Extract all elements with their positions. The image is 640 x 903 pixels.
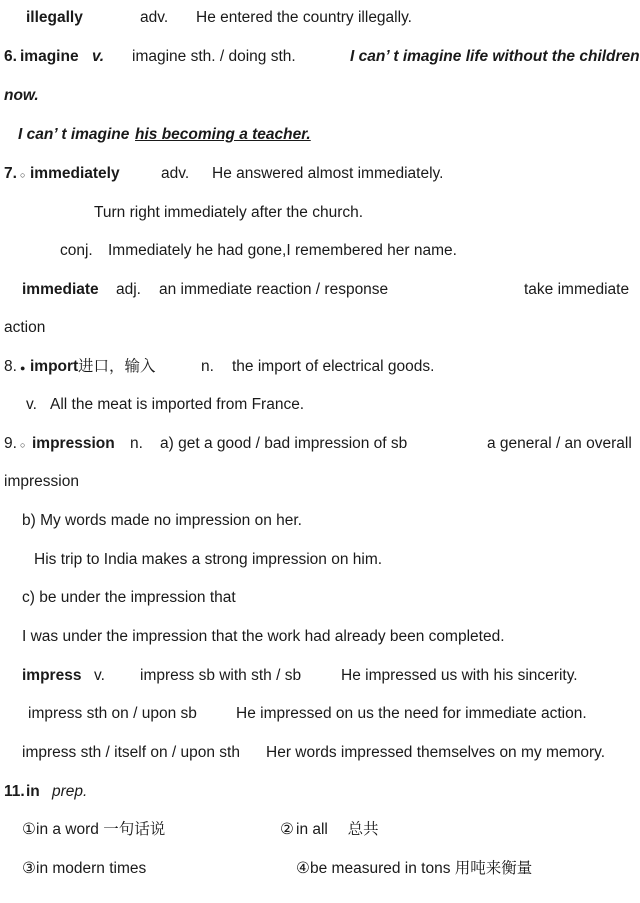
text-line [0, 629, 640, 651]
text-line [0, 668, 640, 690]
text-line [0, 166, 640, 188]
text-segment: Immediately he had gone,I remembered her name. [108, 242, 457, 259]
text-line [0, 784, 640, 806]
text-segment: ② [280, 821, 294, 838]
text-line [0, 513, 640, 535]
text-segment: in [26, 783, 40, 800]
text-segment: illegally [26, 9, 83, 26]
text-segment: in modern times [36, 860, 147, 877]
text-line [0, 706, 640, 728]
text-segment: a general / an overall [487, 435, 632, 452]
text-segment: impress sth on / upon sb [28, 705, 197, 722]
text-segment: adv. [140, 9, 169, 26]
text-line [0, 822, 640, 844]
text-segment: He impressed on us the need for immediate action. [236, 705, 587, 722]
text-segment: v. [94, 667, 105, 684]
text-segment: imagine sth. / doing sth. [132, 48, 296, 65]
text-segment: 11. [4, 783, 25, 800]
text-segment: impression [32, 435, 115, 452]
text-segment: impress [22, 667, 82, 684]
text-segment: His trip to India makes a strong impression on him. [34, 551, 383, 568]
text-segment: He entered the country illegally. [196, 9, 412, 26]
text-segment: immediate [22, 281, 99, 298]
text-segment: 9. [4, 435, 17, 452]
text-line [0, 127, 640, 149]
text-segment: ● [20, 363, 26, 373]
text-segment: v. [26, 396, 37, 413]
text-segment: a) get a good / bad impression of sb [160, 435, 408, 452]
text-segment: Her words impressed themselves on my memory. [266, 744, 606, 761]
text-segment: 7. [4, 165, 17, 182]
text-segment: n. [130, 435, 143, 452]
text-line [0, 397, 640, 419]
text-line [0, 320, 640, 342]
text-segment: ① [22, 821, 36, 838]
text-line [0, 745, 640, 767]
text-segment: take immediate [524, 281, 630, 298]
text-line [0, 861, 640, 883]
text-segment: ③ [22, 860, 36, 877]
text-segment: ○ [20, 170, 26, 180]
text-segment: 6. [4, 48, 17, 65]
text-segment: adj. [116, 281, 141, 298]
text-line [0, 282, 640, 304]
text-segment: in all 总共 [296, 821, 379, 838]
text-segment: impress sb with sth / sb [140, 667, 302, 684]
text-segment: 进口，输入 [78, 358, 156, 375]
text-segment: imagine [20, 48, 79, 65]
text-segment: in a word 一句话说 [36, 821, 166, 838]
text-line [0, 359, 640, 381]
text-segment: I can’ t imagine life without the children [350, 48, 640, 65]
text-segment: immediately [30, 165, 120, 182]
text-segment: ○ [20, 440, 26, 450]
text-segment: impress sth / itself on / upon sth [22, 744, 240, 761]
text-segment: 8. [4, 358, 17, 375]
text-line [0, 474, 640, 496]
text-segment: v. [92, 48, 105, 65]
text-line [0, 49, 640, 71]
text-segment: adv. [161, 165, 190, 182]
text-segment: his becoming a teacher. [135, 126, 311, 143]
text-line [0, 243, 640, 265]
text-line [0, 590, 640, 612]
text-segment: an immediate reaction / response [159, 281, 389, 298]
text-line [0, 88, 640, 110]
text-segment: conj. [60, 242, 93, 259]
text-segment: the import of electrical goods. [232, 358, 435, 375]
text-segment: be measured in tons 用吨来衡量 [310, 860, 533, 877]
text-segment: All the meat is imported from France. [50, 396, 305, 413]
text-segment: b) My words made no impression on her. [22, 512, 302, 529]
text-line [0, 205, 640, 227]
text-segment: He impressed us with his sincerity. [341, 667, 578, 684]
text-segment: I can’ t imagine [18, 126, 134, 143]
text-segment: I was under the impression that the work had already been completed. [22, 628, 505, 645]
text-segment: He answered almost immediately. [212, 165, 444, 182]
text-segment: impression [4, 473, 79, 490]
text-segment: Turn right immediately after the church. [94, 204, 364, 221]
text-line [0, 10, 640, 32]
text-segment: ④ [296, 860, 310, 877]
text-segment: import [30, 358, 79, 375]
text-line [0, 436, 640, 458]
text-segment: now. [4, 87, 39, 104]
text-segment: action [4, 319, 46, 336]
text-segment: c) be under the impression that [22, 589, 236, 606]
text-segment: prep. [52, 783, 88, 800]
text-line [0, 552, 640, 574]
text-segment: n. [201, 358, 214, 375]
